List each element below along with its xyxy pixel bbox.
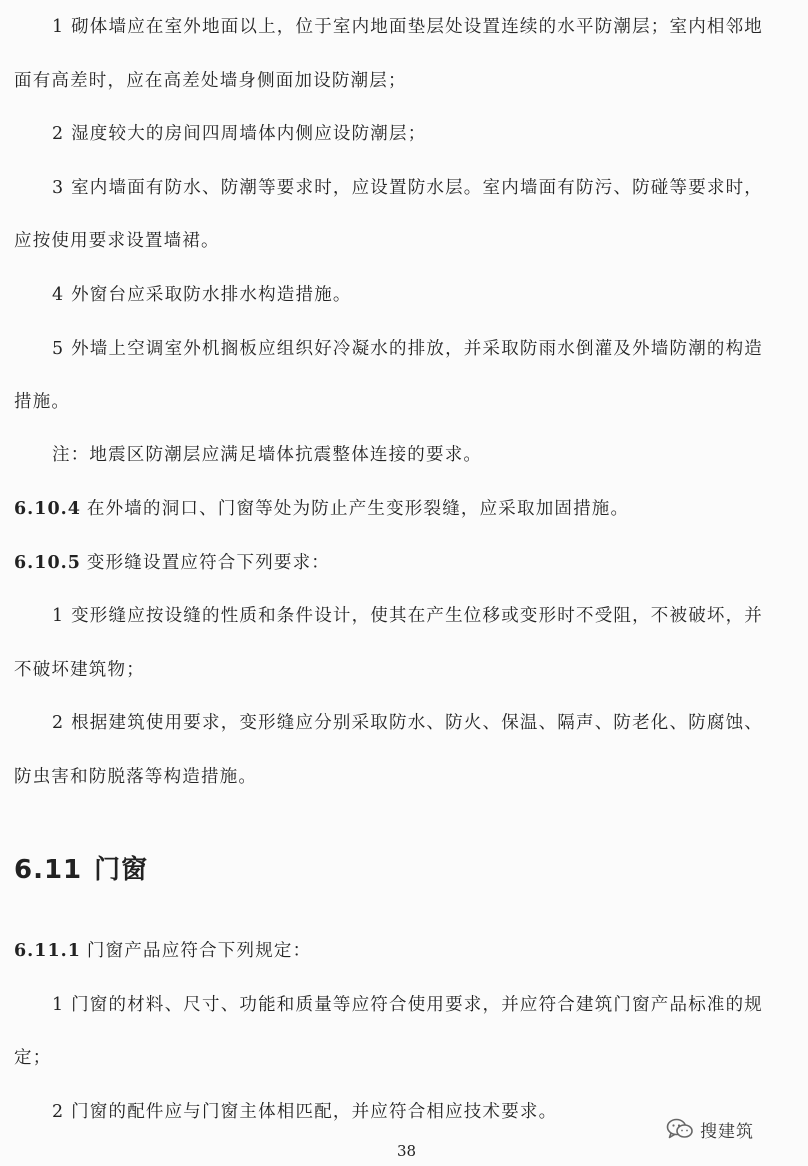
text-line: 3 室内墙面有防水、防潮等要求时，应设置防水层。室内墙面有防污、防碰等要求时，	[52, 178, 763, 198]
note-line: 注：地震区防潮层应满足墙体抗震整体连接的要求。	[52, 445, 483, 465]
text-line: 1 变形缝应按设缝的性质和条件设计，使其在产生位移或变形时不受阻，不被破坏，并	[52, 606, 763, 626]
clause-6-11-1	[14, 939, 311, 963]
watermark-text: 搜建筑	[700, 1121, 754, 1142]
wechat-icon	[666, 1117, 694, 1141]
text-line: 4 外窗台应采取防水排水构造措施。	[52, 285, 352, 305]
text-line: 2 根据建筑使用要求，变形缝应分别采取防水、防火、保温、隔声、防老化、防腐蚀、	[52, 713, 763, 733]
clause-number: 6.11.1	[14, 941, 81, 961]
section-number: 6.11	[14, 855, 83, 885]
section-heading	[14, 853, 148, 887]
text-line: 应按使用要求设置墙裙。	[14, 231, 220, 251]
text-line: 5 外墙上空调室外机搁板应组织好冷凝水的排放，并采取防雨水倒灌及外墙防潮的构造	[52, 339, 763, 359]
text-line: 不破坏建筑物；	[14, 660, 145, 680]
clause-6-10-4	[14, 497, 629, 521]
text-line: 1 门窗的材料、尺寸、功能和质量等应符合使用要求，并应符合建筑门窗产品标准的规	[52, 995, 763, 1015]
text-line: 措施。	[14, 392, 71, 412]
section-title: 门窗	[94, 855, 149, 885]
clause-text: 在外墙的洞口、门窗等处为防止产生变形裂缝，应采取加固措施。	[86, 499, 630, 519]
page-number: 38	[397, 1142, 417, 1160]
clause-number: 6.10.5	[14, 553, 81, 573]
text-line: 2 门窗的配件应与门窗主体相匹配，并应符合相应技术要求。	[52, 1102, 558, 1122]
clause-text: 门窗产品应符合下列规定：	[86, 941, 312, 961]
watermark	[666, 1114, 754, 1144]
text-line: 面有高差时，应在高差处墙身侧面加设防潮层；	[14, 71, 407, 91]
clause-6-10-5	[14, 551, 330, 575]
text-line: 2 湿度较大的房间四周墙体内侧应设防潮层；	[52, 124, 427, 144]
text-line: 防虫害和防脱落等构造措施。	[14, 767, 258, 787]
text-line: 定；	[14, 1048, 52, 1068]
text-line: 1 砌体墙应在室外地面以上，位于室内地面垫层处设置连续的水平防潮层；室内相邻地	[52, 17, 763, 37]
clause-text: 变形缝设置应符合下列要求：	[86, 553, 331, 573]
clause-number: 6.10.4	[14, 499, 81, 519]
